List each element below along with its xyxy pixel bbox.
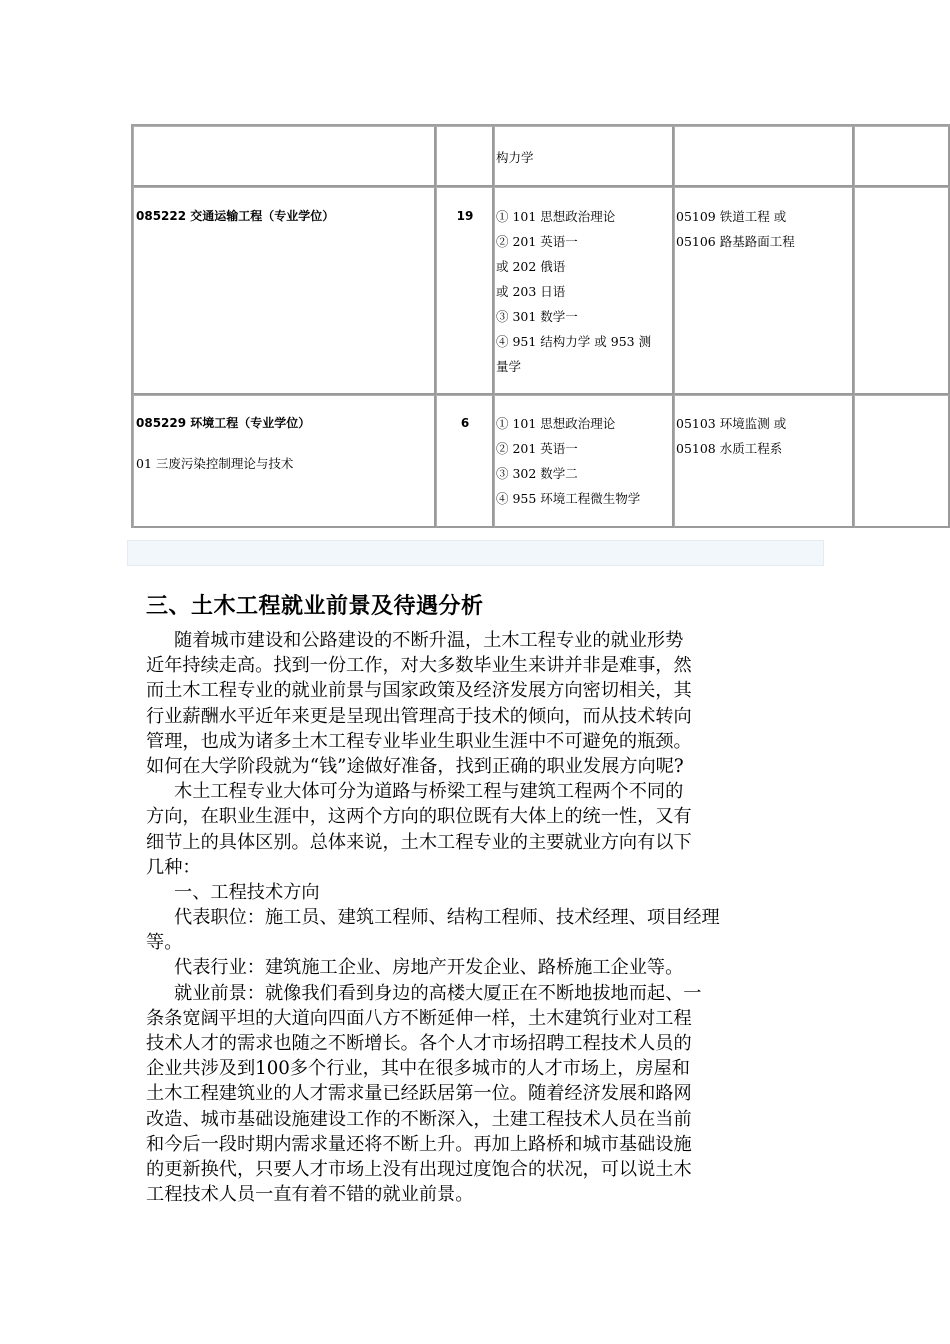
table-row <box>133 395 950 528</box>
paragraph-line: 一、工程技术方向 <box>174 881 320 903</box>
paragraph-line: 技术人才的需求也随之不断增长。各个人才市场招聘工程技术人员的 <box>146 1033 692 1054</box>
paragraph-line: 几种： <box>146 856 201 878</box>
section-heading: 三、土木工程就业前景及待遇分析 <box>146 594 484 619</box>
retest-line: 05103 环境监测 或 <box>676 416 787 431</box>
exam-line: 量学 <box>496 359 522 374</box>
article-body <box>146 628 816 1207</box>
exam-line: ③ 302 数学二 <box>496 466 578 481</box>
enrollment-count: 19 <box>456 209 474 223</box>
paragraph-line: 等。 <box>146 932 183 954</box>
retest-line: 05108 水质工程系 <box>676 441 783 456</box>
paragraph-line: 代表行业：建筑施工企业、房地产开发企业、路桥施工企业等。 <box>174 957 684 979</box>
divider-band <box>127 540 824 566</box>
table-cell <box>436 187 494 395</box>
paragraph-line: 工程技术人员一直有着不错的就业前景。 <box>146 1184 474 1206</box>
paragraph-line: 和今后一段时期内需求量还将不断上升。再加上路桥和城市基础设施 <box>146 1133 692 1155</box>
paragraph-line: 就业前景：就像我们看到身边的高楼大厦正在不断地拔地而起、一 <box>174 982 702 1004</box>
exam-line: ① 101 思想政治理论 <box>496 209 616 224</box>
exam-subject-text: 构力学 <box>496 150 534 165</box>
paragraph-line: 行业薪酬水平近年来更是呈现出管理高于技术的倾向，而从技术转向 <box>146 705 692 727</box>
paragraph-line: 企业共涉及到100多个行业，其中在很多城市的人才市场上，房屋和 <box>146 1058 690 1080</box>
table-cell <box>436 126 494 187</box>
exam-line: 或 202 俄语 <box>496 259 566 274</box>
paragraph-line: 木土工程专业大体可分为道路与桥梁工程与建筑工程两个不同的 <box>174 781 684 803</box>
program-name: 085222 交通运输工程（专业学位） <box>136 209 335 223</box>
table-cell <box>494 126 674 187</box>
table-cell <box>674 395 854 528</box>
paragraph-line: 如何在大学阶段就为“钱”途做好准备，找到正确的职业发展方向呢? <box>146 755 684 777</box>
retest-subjects <box>676 204 795 254</box>
table-cell <box>133 187 436 395</box>
exam-line: ② 201 英语一 <box>496 441 578 456</box>
table-cell <box>854 187 950 395</box>
exam-line: 或 203 日语 <box>496 284 566 299</box>
table-cell <box>674 187 854 395</box>
paragraph-line: 随着城市建设和公路建设的不断升温，土木工程专业的就业形势 <box>174 630 684 651</box>
paragraph-line: 细节上的具体区别。总体来说，土木工程专业的主要就业方向有以下 <box>146 831 692 853</box>
exam-subjects <box>496 204 651 379</box>
retest-subjects <box>676 411 786 461</box>
exam-line: ④ 955 环境工程微生物学 <box>496 491 641 506</box>
program-name: 085229 环境工程（专业学位） <box>136 416 311 430</box>
paragraph-line: 改造、城市基础设施建设工作的不断深入，土建工程技术人员在当前 <box>146 1108 692 1130</box>
retest-line: 05106 路基路面工程 <box>676 234 795 249</box>
table-cell <box>854 395 950 528</box>
paragraph-line: 的更新换代，只要人才市场上没有出现过度饱合的状况，可以说土木 <box>146 1158 692 1180</box>
exam-subjects <box>496 411 640 511</box>
paragraph-line: 近年持续走高。找到一份工作，对大多数毕业生来讲并非是难事，然 <box>146 655 692 677</box>
paragraph-line: 代表职位：施工员、建筑工程师、结构工程师、技术经理、项目经理 <box>174 907 720 929</box>
admissions-table <box>131 124 950 528</box>
table-cell <box>436 395 494 528</box>
table-cell <box>854 126 950 187</box>
table-cell <box>133 126 436 187</box>
retest-line: 05109 铁道工程 或 <box>676 209 787 224</box>
paragraph-line: 而土木工程专业的就业前景与国家政策及经济发展方向密切相关，其 <box>146 680 692 702</box>
table-row <box>133 187 950 395</box>
exam-line: ② 201 英语一 <box>496 234 578 249</box>
exam-line: ① 101 思想政治理论 <box>496 416 616 431</box>
enrollment-count: 6 <box>460 416 470 430</box>
table-row <box>133 126 950 187</box>
paragraph-line: 管理，也成为诸多土木工程专业毕业生职业生涯中不可避免的瓶颈。 <box>146 730 692 752</box>
table-cell <box>133 395 436 528</box>
exam-line: ③ 301 数学一 <box>496 309 578 324</box>
table-cell <box>494 395 674 528</box>
paragraph-line: 条条宽阔平坦的大道向四面八方不断延伸一样，土木建筑行业对工程 <box>146 1007 692 1029</box>
table-cell <box>494 187 674 395</box>
table-cell <box>674 126 854 187</box>
paragraph-line: 方向，在职业生涯中，这两个方向的职位既有大体上的统一性，又有 <box>146 806 692 828</box>
paragraph-line: 土木工程建筑业的人才需求量已经跃居第一位。随着经济发展和路网 <box>146 1083 692 1105</box>
exam-line: ④ 951 结构力学 或 953 测 <box>496 334 652 349</box>
research-direction: 01 三废污染控制理论与技术 <box>136 456 294 471</box>
